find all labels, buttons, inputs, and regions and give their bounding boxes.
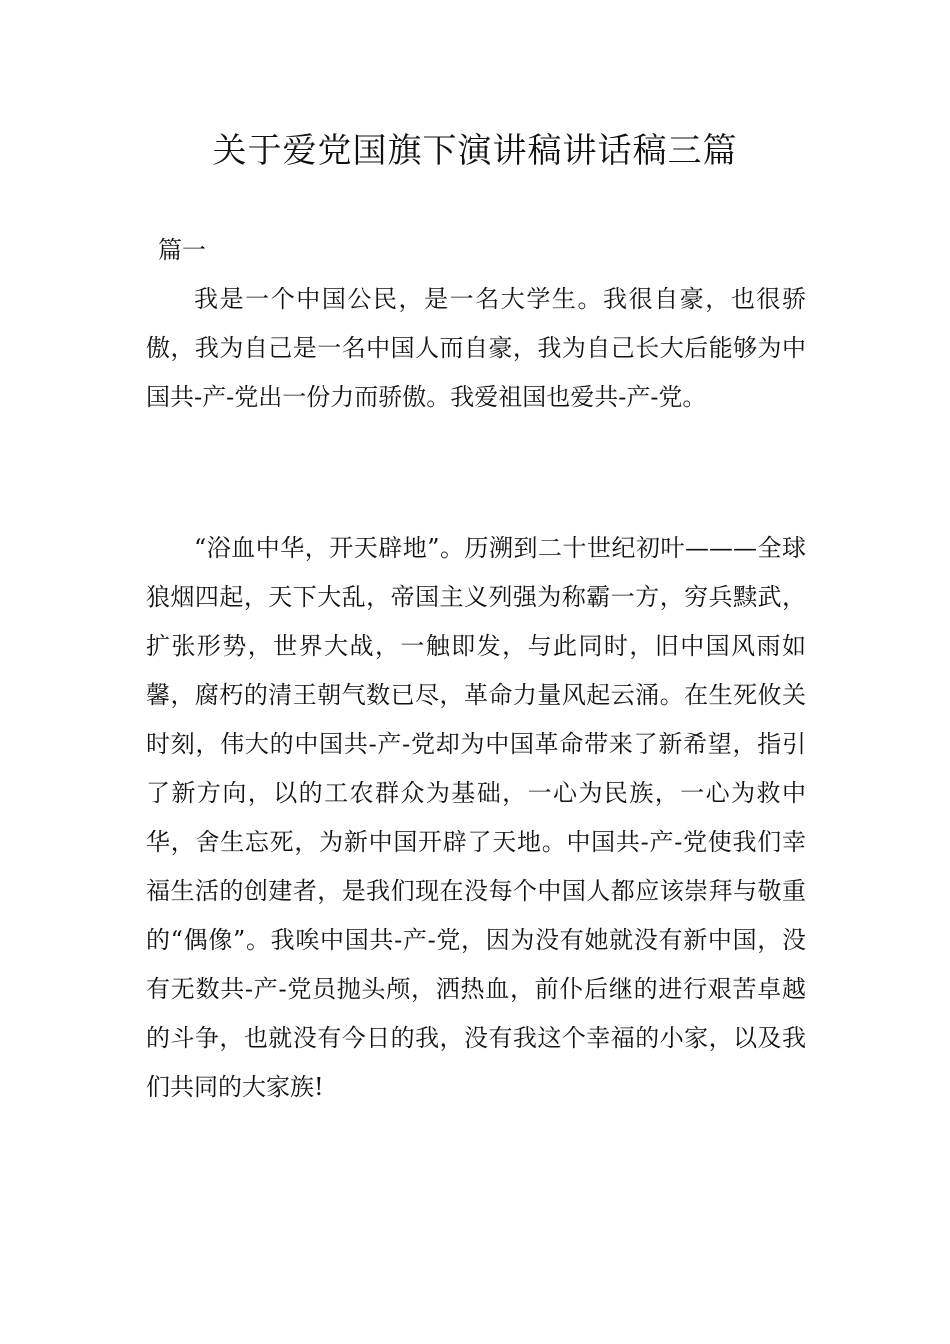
paragraph-2: “浴血中华，开天辟地”。历溯到二十世纪初叶———全球狼烟四起，天下大乱，帝国主义列强为称霸一方，穷兵黩武，扩张形势，世界大战，一触即发，与此同时，旧中国风雨如馨，腐朽的清王朝气数已尽，革命力量风起云涌。在生死攸关时刻，伟大的中国共-产-党却为中国革命带来了新希望，指引了新方向，以的工农群众为基础，一心为民族，一心为救中华，舍生忘死，为新中国开辟了天地。中国共-产-党使我们幸福生活的创建者，是我们现在没每个中国人都应该崇拜与敬重的“偶像”。我唉中国共-产-党，因为没有她就没有新中国，没有无数共-产-党员抛头颅，洒热血，前仆后继的进行艰苦卓越的斗争，也就没有今日的我，没有我这个幸福的小家，以及我们共同的大家族! (146, 534, 806, 1101)
section-label: 篇一 (158, 236, 206, 264)
document-title: 关于爱党国旗下演讲稿讲话稿三篇 (212, 131, 738, 171)
paragraph-1: 我是一个中国公民，是一名大学生。我很自豪，也很骄傲，我为自己是一名中国人而自豪，我为自己长大后能够为中国共-产-党出一份力而骄傲。我爱祖国也爱共-产-党。 (146, 285, 806, 411)
